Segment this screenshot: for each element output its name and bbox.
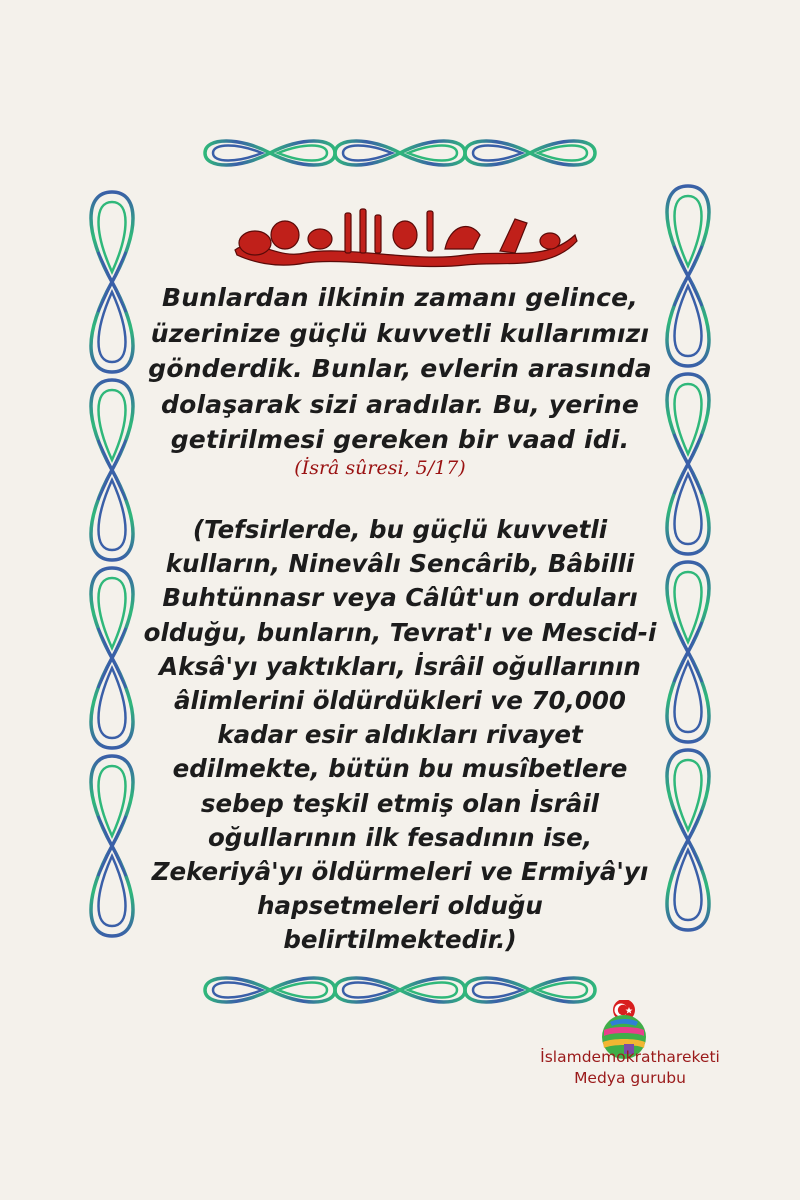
commentary-line: oğullarının ilk fesadının ise, (207, 822, 593, 852)
verse-line: Bunlardan ilkinin zamanı gelince, (162, 283, 638, 312)
logo-name: İslamdemokrathareketi (540, 1048, 720, 1066)
logo-subtitle: Medya gurubu (574, 1069, 686, 1087)
verse-line: gönderdik. Bunlar, evlerin arasında (148, 354, 652, 383)
verse-line: dolaşarak sizi aradılar. Bu, yerine (161, 389, 639, 419)
verse-text (130, 280, 670, 458)
commentary-text (120, 513, 680, 958)
verse-reference: (İsrâ sûresi, 5/17) (294, 457, 466, 479)
commentary-line: Buhtünnasr veya Câlût'un orduları (162, 583, 638, 613)
commentary-line: kulların, Ninevâlı Sencârib, Bâbilli (165, 549, 635, 579)
commentary-line: hapsetmeleri olduğu (257, 891, 543, 921)
commentary-line: kadar esir aldıkları rivayet (217, 720, 583, 750)
commentary-line: edilmekte, bütün bu musîbetlere (172, 754, 628, 784)
verse-line: üzerinize güçlü kuvvetli kullarımızı (150, 318, 650, 348)
commentary-line: sebep teşkil etmiş olan İsrâil (200, 788, 600, 818)
commentary-line: âlimlerini öldürdükleri ve 70,000 (174, 686, 626, 716)
commentary-line: Aksâ'yı yaktıkları, İsrâil oğullarının (159, 651, 641, 681)
basmala-calligraphy-icon (215, 205, 590, 275)
verse-line: getirilmesi gereken bir vaad idi. (170, 425, 630, 454)
commentary-line: (Tefsirlerde, bu güçlü kuvvetli (192, 515, 608, 544)
commentary-line: Zekeriyâ'yı öldürmeleri ve Ermiyâ'yı (151, 857, 649, 887)
commentary-line: olduğu, bunların, Tevrat'ı ve Mescid-i (143, 617, 657, 647)
commentary-line: belirtilmektedir.) (283, 925, 517, 955)
